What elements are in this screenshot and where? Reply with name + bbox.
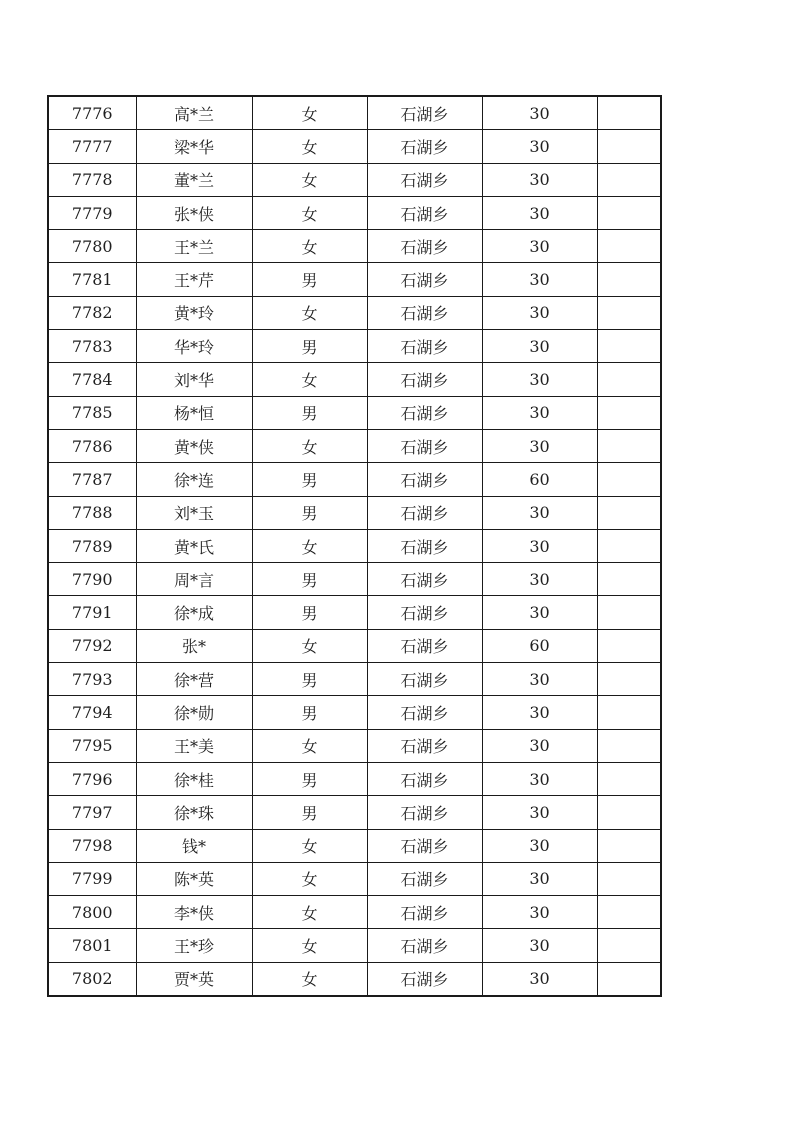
table-cell-township: 石湖乡	[367, 463, 482, 496]
table-cell-name: 董*兰	[136, 163, 252, 196]
table-cell-id: 7784	[48, 363, 136, 396]
table-cell-township: 石湖乡	[367, 729, 482, 762]
table-cell-gender: 女	[252, 729, 367, 762]
table-cell-township: 石湖乡	[367, 330, 482, 363]
table-cell-gender: 男	[252, 563, 367, 596]
table-cell-amount: 30	[482, 563, 597, 596]
table-cell-id: 7779	[48, 196, 136, 229]
table-row	[48, 596, 661, 629]
table-cell-id: 7789	[48, 529, 136, 562]
table-cell-township: 石湖乡	[367, 862, 482, 895]
table-cell-gender: 女	[252, 429, 367, 462]
table-cell-amount: 30	[482, 529, 597, 562]
table-cell-gender: 女	[252, 829, 367, 862]
table-cell-gender: 男	[252, 463, 367, 496]
table-cell-note	[597, 596, 661, 629]
table-cell-name: 杨*恒	[136, 396, 252, 429]
table-row	[48, 962, 661, 996]
table-cell-name: 华*玲	[136, 330, 252, 363]
table-cell-name: 钱*	[136, 829, 252, 862]
table-cell-id: 7798	[48, 829, 136, 862]
table-cell-amount: 30	[482, 96, 597, 130]
table-cell-note	[597, 296, 661, 329]
table-cell-amount: 30	[482, 829, 597, 862]
table-row	[48, 230, 661, 263]
table-row	[48, 529, 661, 562]
table-cell-gender: 女	[252, 896, 367, 929]
table-cell-id: 7800	[48, 896, 136, 929]
table-cell-gender: 男	[252, 330, 367, 363]
table-cell-name: 高*兰	[136, 96, 252, 130]
table-cell-note	[597, 896, 661, 929]
table-cell-id: 7780	[48, 230, 136, 263]
table-cell-amount: 30	[482, 596, 597, 629]
table-cell-note	[597, 796, 661, 829]
table-row	[48, 363, 661, 396]
table-cell-amount: 30	[482, 663, 597, 696]
table-cell-id: 7776	[48, 96, 136, 130]
table-cell-note	[597, 829, 661, 862]
table-cell-id: 7801	[48, 929, 136, 962]
table-cell-note	[597, 629, 661, 662]
table-cell-township: 石湖乡	[367, 396, 482, 429]
data-table	[47, 95, 662, 997]
table-row	[48, 296, 661, 329]
table-cell-name: 周*言	[136, 563, 252, 596]
table-cell-amount: 30	[482, 796, 597, 829]
table-cell-name: 黄*侠	[136, 429, 252, 462]
table-cell-note	[597, 862, 661, 895]
table-cell-id: 7802	[48, 962, 136, 996]
table-row	[48, 762, 661, 795]
table-cell-township: 石湖乡	[367, 230, 482, 263]
table-cell-id: 7797	[48, 796, 136, 829]
table-cell-id: 7793	[48, 663, 136, 696]
table-row	[48, 163, 661, 196]
table-cell-note	[597, 363, 661, 396]
table-cell-note	[597, 163, 661, 196]
table-cell-name: 黄*玲	[136, 296, 252, 329]
table-row	[48, 729, 661, 762]
table-cell-note	[597, 130, 661, 163]
table-cell-amount: 30	[482, 696, 597, 729]
table-row	[48, 463, 661, 496]
table-row	[48, 496, 661, 529]
table-cell-id: 7781	[48, 263, 136, 296]
table-cell-township: 石湖乡	[367, 496, 482, 529]
table-row	[48, 663, 661, 696]
table-cell-gender: 女	[252, 96, 367, 130]
table-cell-note	[597, 529, 661, 562]
table-cell-gender: 男	[252, 263, 367, 296]
table-cell-name: 王*兰	[136, 230, 252, 263]
table-cell-amount: 60	[482, 629, 597, 662]
table-cell-township: 石湖乡	[367, 829, 482, 862]
table-cell-id: 7792	[48, 629, 136, 662]
table-cell-note	[597, 396, 661, 429]
table-cell-gender: 女	[252, 962, 367, 996]
table-cell-name: 黄*氏	[136, 529, 252, 562]
table-cell-name: 徐*营	[136, 663, 252, 696]
table-cell-note	[597, 263, 661, 296]
table-cell-note	[597, 330, 661, 363]
table-cell-id: 7794	[48, 696, 136, 729]
table-cell-gender: 男	[252, 796, 367, 829]
table-row	[48, 130, 661, 163]
table-cell-township: 石湖乡	[367, 629, 482, 662]
table-cell-gender: 男	[252, 496, 367, 529]
table-cell-township: 石湖乡	[367, 196, 482, 229]
table-cell-note	[597, 929, 661, 962]
table-row	[48, 862, 661, 895]
table-cell-note	[597, 96, 661, 130]
table-cell-id: 7799	[48, 862, 136, 895]
table-cell-name: 李*侠	[136, 896, 252, 929]
table-row	[48, 96, 661, 130]
table-cell-id: 7778	[48, 163, 136, 196]
table-cell-township: 石湖乡	[367, 663, 482, 696]
table-cell-note	[597, 563, 661, 596]
table-cell-township: 石湖乡	[367, 596, 482, 629]
table-cell-amount: 30	[482, 263, 597, 296]
table-cell-name: 徐*珠	[136, 796, 252, 829]
table-cell-amount: 30	[482, 230, 597, 263]
table-cell-name: 徐*成	[136, 596, 252, 629]
table-cell-name: 张*	[136, 629, 252, 662]
table-row	[48, 330, 661, 363]
table-cell-id: 7788	[48, 496, 136, 529]
table-cell-note	[597, 429, 661, 462]
table-cell-gender: 女	[252, 862, 367, 895]
table-cell-township: 石湖乡	[367, 962, 482, 996]
table-cell-township: 石湖乡	[367, 929, 482, 962]
table-cell-note	[597, 496, 661, 529]
table-cell-amount: 30	[482, 929, 597, 962]
table-cell-note	[597, 729, 661, 762]
table-cell-id: 7795	[48, 729, 136, 762]
table-cell-name: 梁*华	[136, 130, 252, 163]
table-cell-id: 7782	[48, 296, 136, 329]
table-cell-note	[597, 230, 661, 263]
table-row	[48, 429, 661, 462]
table-cell-note	[597, 663, 661, 696]
table-cell-name: 王*美	[136, 729, 252, 762]
table-row	[48, 929, 661, 962]
table-cell-amount: 30	[482, 330, 597, 363]
table-cell-id: 7786	[48, 429, 136, 462]
table-cell-township: 石湖乡	[367, 429, 482, 462]
table-cell-amount: 30	[482, 296, 597, 329]
table-cell-gender: 男	[252, 696, 367, 729]
table-cell-amount: 30	[482, 896, 597, 929]
table-row	[48, 896, 661, 929]
table-cell-amount: 30	[482, 962, 597, 996]
table-cell-township: 石湖乡	[367, 163, 482, 196]
table-cell-gender: 女	[252, 296, 367, 329]
table-row	[48, 563, 661, 596]
table-cell-gender: 女	[252, 230, 367, 263]
table-cell-township: 石湖乡	[367, 762, 482, 795]
table-cell-township: 石湖乡	[367, 363, 482, 396]
table-cell-id: 7796	[48, 762, 136, 795]
table-cell-amount: 30	[482, 363, 597, 396]
table-cell-township: 石湖乡	[367, 896, 482, 929]
table-cell-name: 张*侠	[136, 196, 252, 229]
table-cell-note	[597, 463, 661, 496]
table-cell-name: 徐*桂	[136, 762, 252, 795]
table-cell-township: 石湖乡	[367, 563, 482, 596]
table-cell-amount: 30	[482, 130, 597, 163]
table-cell-township: 石湖乡	[367, 130, 482, 163]
table-row	[48, 829, 661, 862]
table-row	[48, 263, 661, 296]
table-cell-gender: 女	[252, 929, 367, 962]
table-cell-gender: 男	[252, 596, 367, 629]
table-cell-township: 石湖乡	[367, 296, 482, 329]
table-cell-gender: 女	[252, 363, 367, 396]
table-cell-note	[597, 962, 661, 996]
table-cell-gender: 女	[252, 529, 367, 562]
table-cell-note	[597, 762, 661, 795]
table-cell-gender: 女	[252, 130, 367, 163]
table-cell-gender: 男	[252, 762, 367, 795]
table-cell-id: 7785	[48, 396, 136, 429]
table-cell-id: 7777	[48, 130, 136, 163]
table-row	[48, 796, 661, 829]
table-cell-id: 7790	[48, 563, 136, 596]
table-cell-amount: 30	[482, 429, 597, 462]
table-cell-name: 刘*华	[136, 363, 252, 396]
table-cell-amount: 30	[482, 762, 597, 795]
table-cell-gender: 女	[252, 163, 367, 196]
table-cell-name: 徐*勋	[136, 696, 252, 729]
table-cell-amount: 30	[482, 163, 597, 196]
table-cell-gender: 男	[252, 396, 367, 429]
table-cell-gender: 女	[252, 196, 367, 229]
table-cell-township: 石湖乡	[367, 696, 482, 729]
table-cell-id: 7783	[48, 330, 136, 363]
table-cell-name: 王*珍	[136, 929, 252, 962]
table-cell-township: 石湖乡	[367, 263, 482, 296]
table-cell-amount: 60	[482, 463, 597, 496]
table-cell-township: 石湖乡	[367, 529, 482, 562]
table-cell-gender: 女	[252, 629, 367, 662]
table-cell-name: 刘*玉	[136, 496, 252, 529]
table-cell-amount: 30	[482, 496, 597, 529]
table-cell-note	[597, 696, 661, 729]
table-cell-name: 徐*连	[136, 463, 252, 496]
table-cell-note	[597, 196, 661, 229]
table-row	[48, 396, 661, 429]
table-cell-gender: 男	[252, 663, 367, 696]
table-cell-name: 陈*英	[136, 862, 252, 895]
table-cell-township: 石湖乡	[367, 96, 482, 130]
table-body	[48, 96, 661, 996]
table-cell-id: 7787	[48, 463, 136, 496]
table-row	[48, 629, 661, 662]
table-cell-amount: 30	[482, 196, 597, 229]
table-row	[48, 196, 661, 229]
table-cell-id: 7791	[48, 596, 136, 629]
table-cell-name: 贾*英	[136, 962, 252, 996]
table-cell-amount: 30	[482, 729, 597, 762]
table-cell-township: 石湖乡	[367, 796, 482, 829]
table-cell-amount: 30	[482, 396, 597, 429]
table-cell-amount: 30	[482, 862, 597, 895]
table-row	[48, 696, 661, 729]
table-cell-name: 王*芹	[136, 263, 252, 296]
